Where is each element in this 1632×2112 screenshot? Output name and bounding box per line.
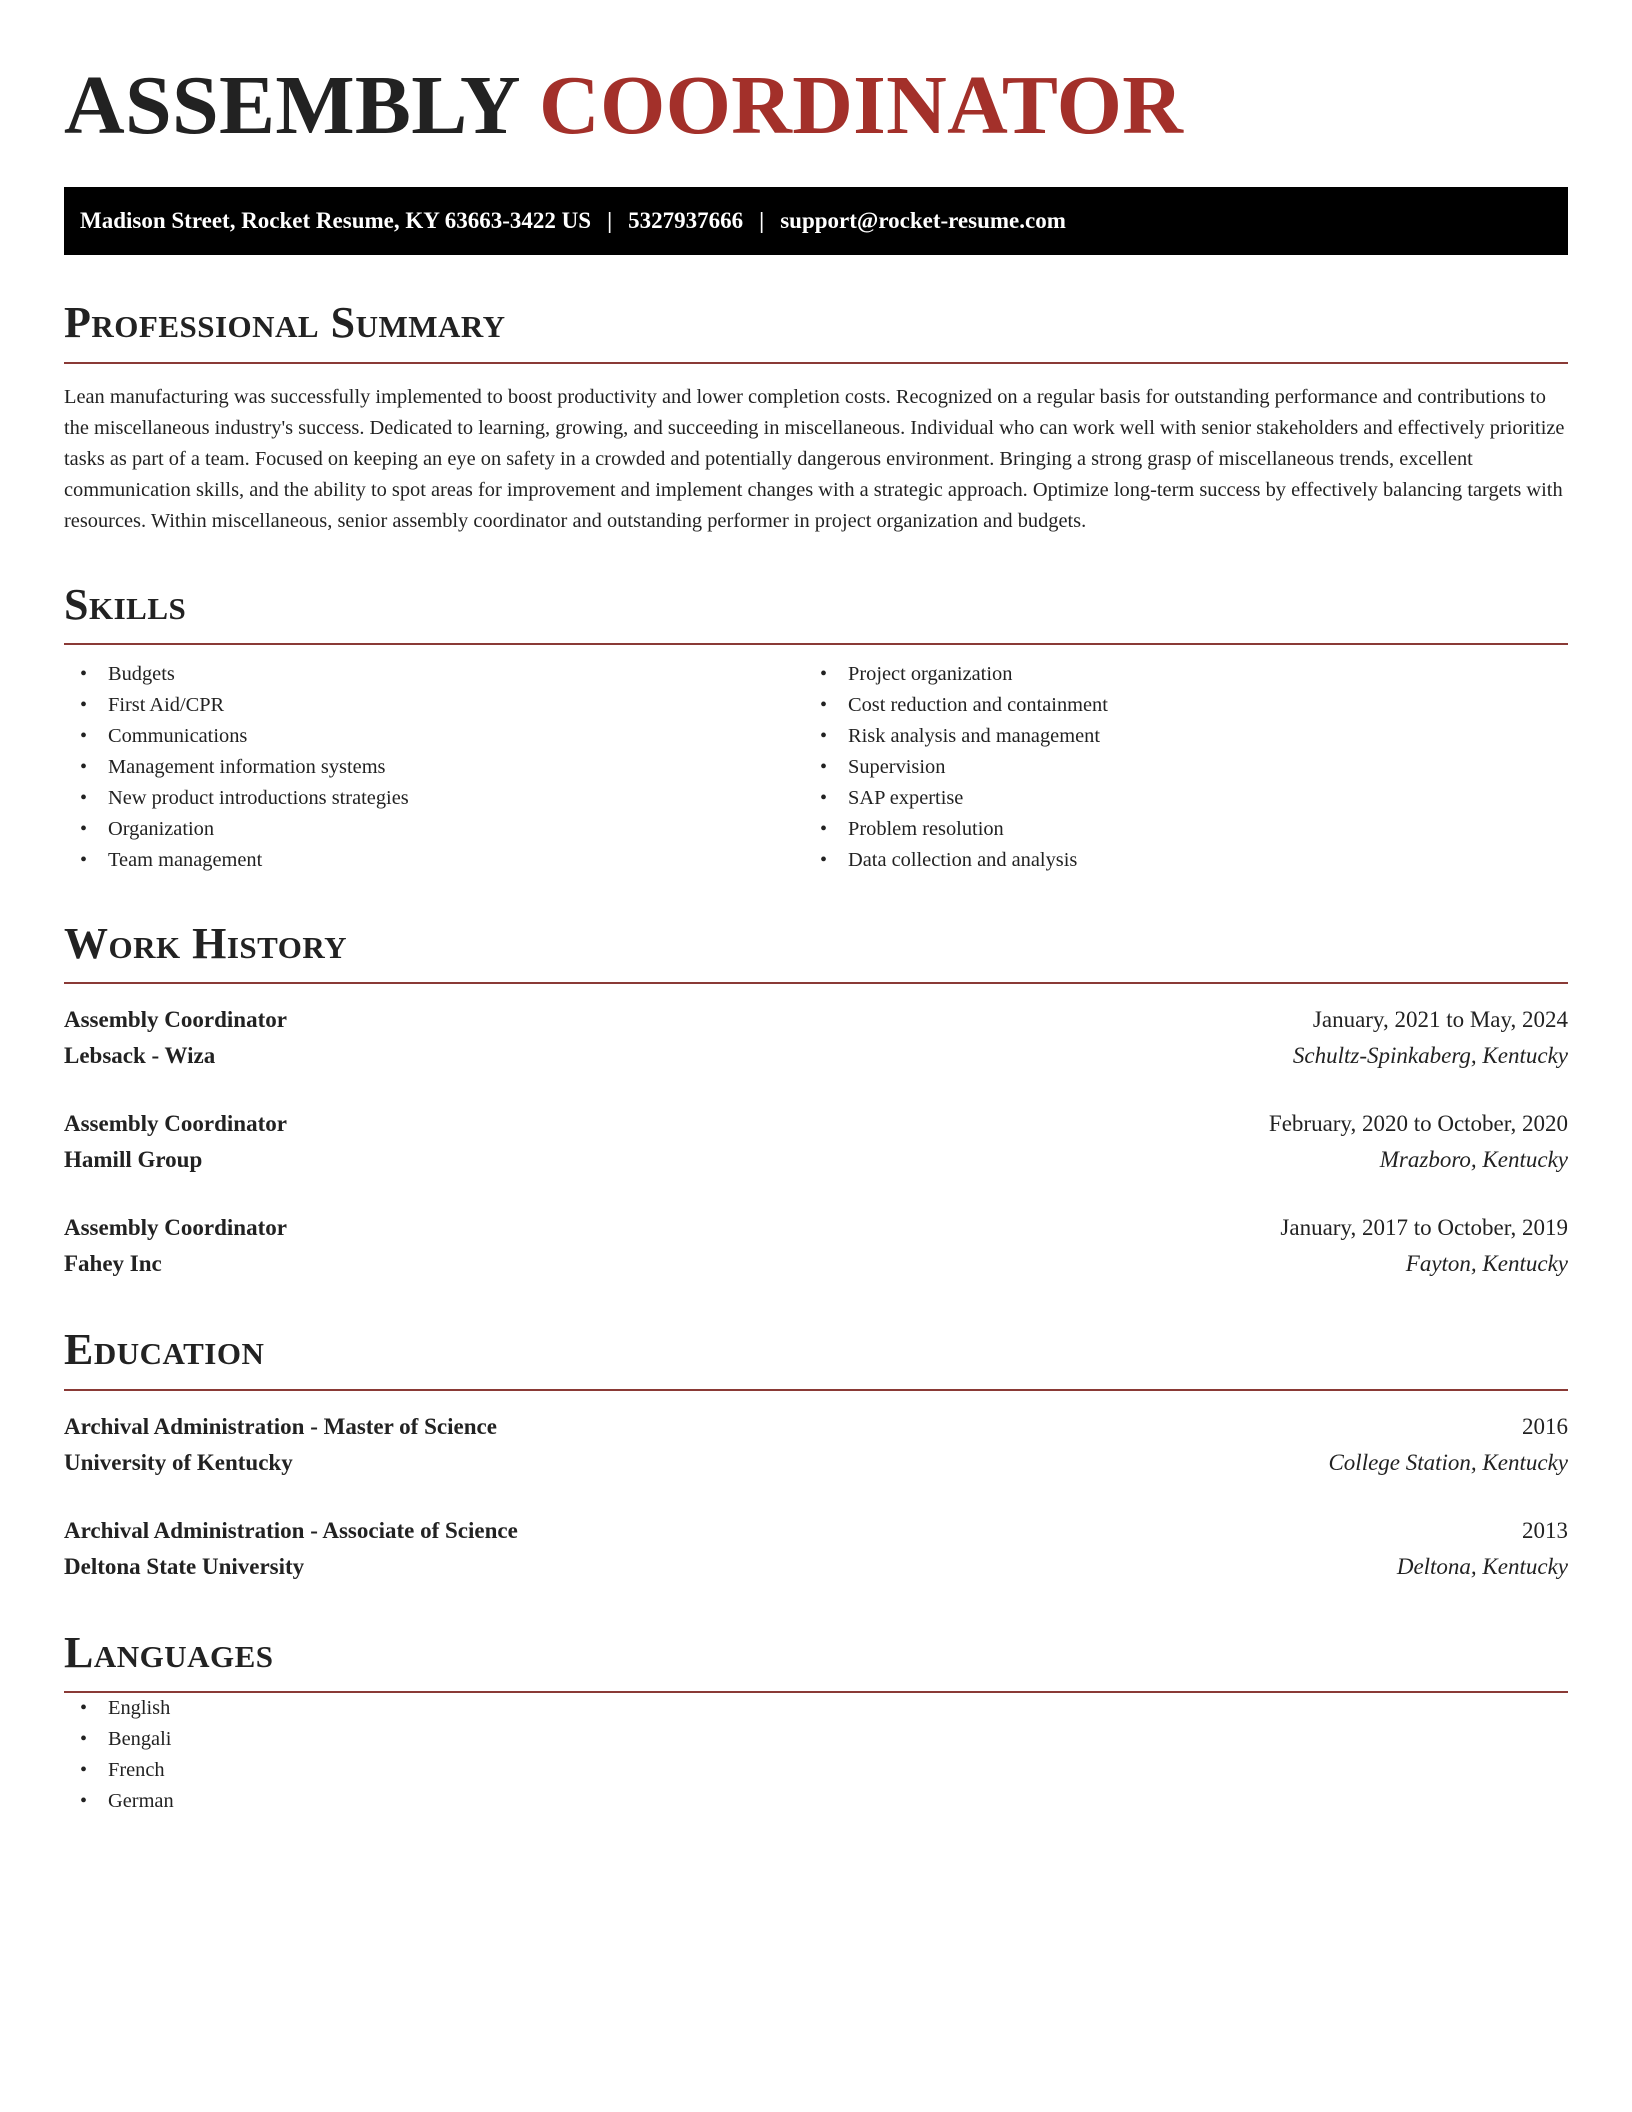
skill-item: • Risk analysis and management (804, 721, 1544, 752)
degree-name: Archival Administration - Master of Science (64, 1413, 497, 1439)
contact-separator: | (759, 208, 765, 234)
education-heading: Education (64, 1325, 265, 1375)
language-item: • German (64, 1786, 1568, 1817)
job-dates: February, 2020 to October, 2020 (1268, 1111, 1568, 1137)
job-location: Schultz-Spinkaberg, Kentucky (1292, 1043, 1568, 1069)
contact-bar (64, 187, 1568, 255)
section-divider (64, 1389, 1568, 1391)
section-divider (64, 643, 1568, 645)
summary-text: Lean manufacturing was successfully implemented to boost productivity and lower completion costs. Recognized on a regular basis for outstanding performance and contributions to the miscellaneous industry's success. Dedicated to learning, growing, and succeeding in miscellaneous. Individual who can work well with senior stakeholders and effectively prioritize tasks as part of a team. Focused on keeping an eye on safety in a crowded and potentially dangerous environment. Bringing a strong grasp of miscellaneous trends, excellent communication skills, and the ability to spot areas for improvement and implement changes with a strategic approach. Optimize long-term success by effectively balancing targets with resources. Within miscellaneous, senior assembly coordinator and outstanding performer in project organization and budgets. (64, 385, 1565, 532)
resume-page (64, 0, 1568, 1817)
languages-list (64, 1693, 1568, 1817)
graduation-year: 2016 (1522, 1413, 1568, 1439)
language-item: • English (64, 1693, 1568, 1724)
title-second-word: COORDINATOR (539, 59, 1184, 152)
section-divider (64, 982, 1568, 984)
job-dates: January, 2021 to May, 2024 (1312, 1007, 1568, 1033)
work-history-section (64, 920, 1568, 1282)
summary-heading: Professional Summary (64, 298, 506, 348)
education-entry (64, 1409, 1568, 1481)
page-title (64, 56, 1568, 155)
school-location: Deltona, Kentucky (1396, 1553, 1568, 1579)
skill-item: • First Aid/CPR (64, 690, 804, 721)
summary-section (64, 299, 1568, 536)
skill-item: • Supervision (804, 752, 1544, 783)
graduation-year: 2013 (1522, 1517, 1568, 1543)
work-entry (64, 1002, 1568, 1074)
education-entry (64, 1513, 1568, 1585)
school-name: Deltona State University (64, 1553, 305, 1579)
skill-item: • SAP expertise (804, 783, 1544, 814)
school-name: University of Kentucky (64, 1449, 293, 1475)
work-history-heading: Work History (64, 918, 348, 968)
skill-item: • Communications (64, 721, 804, 752)
languages-heading: Languages (64, 1627, 274, 1677)
skills-section (64, 581, 1568, 876)
section-divider (64, 362, 1568, 364)
skill-item: • Cost reduction and containment (804, 690, 1544, 721)
skill-item: • Data collection and analysis (804, 845, 1544, 876)
job-location: Fayton, Kentucky (1405, 1251, 1568, 1277)
languages-section (64, 1629, 1568, 1817)
contact-email: support@rocket-resume.com (780, 208, 1066, 234)
skill-item: • Team management (64, 845, 804, 876)
company-name: Fahey Inc (64, 1251, 162, 1277)
contact-address: Madison Street, Rocket Resume, KY 63663-3422 US (80, 208, 592, 234)
skill-item: • Problem resolution (804, 814, 1544, 845)
skill-item: • Management information systems (64, 752, 804, 783)
company-name: Lebsack - Wiza (64, 1043, 216, 1069)
skills-columns (64, 659, 1568, 876)
skills-left-list (64, 659, 804, 876)
skill-item: • Project organization (804, 659, 1544, 690)
degree-name: Archival Administration - Associate of Science (64, 1517, 518, 1543)
work-entry (64, 1210, 1568, 1282)
job-dates: January, 2017 to October, 2019 (1280, 1215, 1568, 1241)
language-item: • Bengali (64, 1724, 1568, 1755)
school-location: College Station, Kentucky (1328, 1449, 1568, 1475)
contact-phone: 5327937666 (628, 208, 744, 234)
title-first-word: ASSEMBLY (64, 59, 518, 152)
job-title: Assembly Coordinator (64, 1007, 287, 1033)
skills-heading: Skills (64, 579, 187, 629)
work-entry (64, 1106, 1568, 1178)
language-item: • French (64, 1755, 1568, 1786)
skill-item: • New product introductions strategies (64, 783, 804, 814)
skill-item: • Organization (64, 814, 804, 845)
job-title: Assembly Coordinator (64, 1111, 287, 1137)
skills-right-list (804, 659, 1544, 876)
job-title: Assembly Coordinator (64, 1215, 287, 1241)
skill-item: • Budgets (64, 659, 804, 690)
job-location: Mrazboro, Kentucky (1379, 1147, 1568, 1173)
contact-separator: | (607, 208, 613, 234)
education-section (64, 1326, 1568, 1584)
company-name: Hamill Group (64, 1147, 203, 1173)
